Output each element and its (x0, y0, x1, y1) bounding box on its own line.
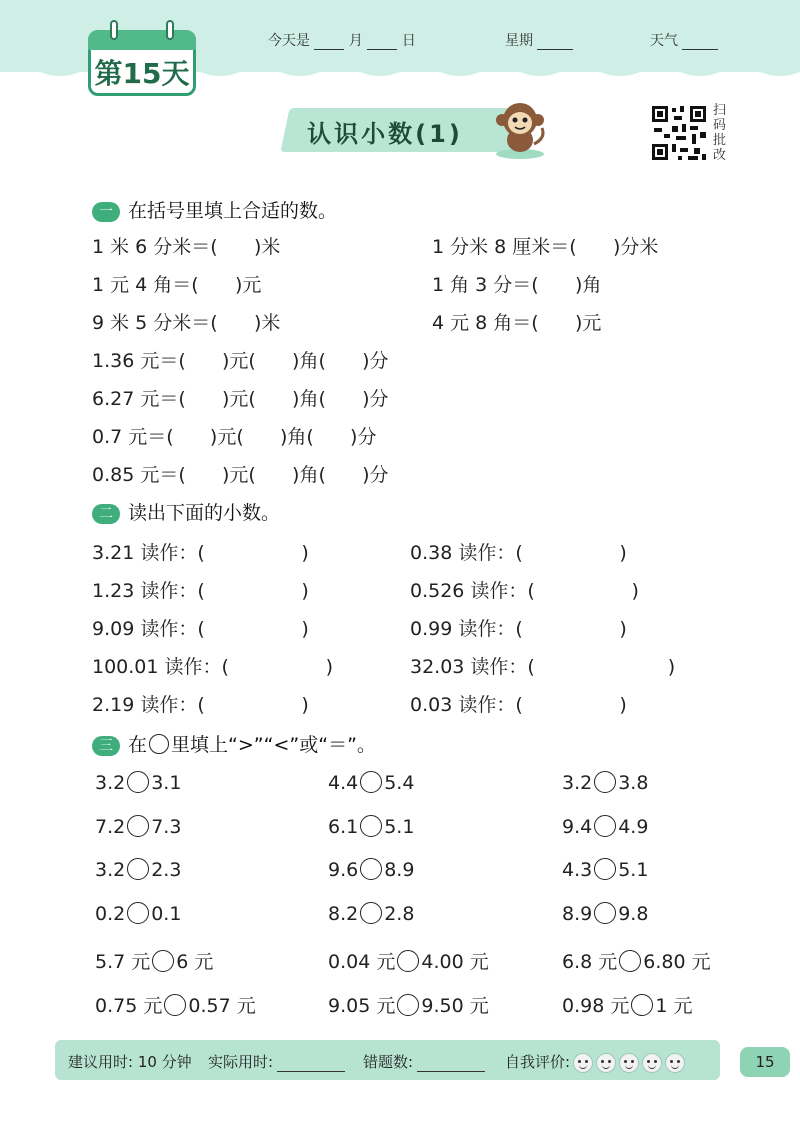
question-item[interactable]: 6.27 元＝( )元( )角( )分 (92, 388, 389, 410)
month-label: 月 (348, 33, 363, 49)
error-count-blank[interactable] (417, 1057, 485, 1072)
weekday-field (505, 30, 573, 50)
question-item[interactable]: 2.19 读作：( ) (92, 694, 309, 716)
answer-circle[interactable] (594, 815, 616, 837)
compare-item: 9.05 元 9.50 元 (328, 995, 489, 1017)
day-blank[interactable] (367, 35, 397, 50)
question-item[interactable]: 9.09 读作：( ) (92, 618, 309, 640)
today-label: 今天是 (268, 33, 310, 49)
answer-circle[interactable] (360, 902, 382, 924)
compare-item: 5.7 元 6 元 (95, 951, 214, 973)
question-item[interactable]: 0.38 读作：( ) (410, 542, 627, 564)
section-1-badge: 一 (92, 202, 120, 222)
answer-circle[interactable] (152, 950, 174, 972)
page-number: 15 (740, 1047, 790, 1077)
answer-circle[interactable] (594, 902, 616, 924)
compare-item: 8.9 9.8 (562, 903, 649, 925)
weather-label: 天气 (650, 33, 678, 49)
face-icon[interactable] (596, 1053, 616, 1073)
monkey-mascot-icon (490, 98, 550, 160)
answer-circle[interactable] (127, 858, 149, 880)
question-item[interactable]: 32.03 读作：( ) (410, 656, 676, 678)
answer-circle[interactable] (619, 950, 641, 972)
compare-item: 0.2 0.1 (95, 903, 182, 925)
actual-time-blank[interactable] (277, 1057, 345, 1072)
qr-code-icon[interactable] (650, 104, 708, 162)
face-icon[interactable] (573, 1053, 593, 1073)
question-item[interactable]: 1 角 3 分＝( )角 (432, 274, 602, 296)
suggested-time: 建议用时: 10 分钟 (68, 1053, 192, 1071)
weather-field (650, 30, 718, 50)
day-label: 第15天 (94, 57, 190, 90)
compare-item: 8.2 2.8 (328, 903, 415, 925)
section-2-title (92, 498, 280, 525)
answer-circle[interactable] (594, 771, 616, 793)
question-item[interactable]: 1 米 6 分米＝( )米 (92, 236, 281, 258)
answer-circle[interactable] (594, 858, 616, 880)
actual-time-field: 实际用时: (208, 1051, 345, 1072)
section-3-title: 三 在 里填上“>”“<”或“＝”。 (92, 730, 376, 757)
section-2-badge: 二 (92, 504, 120, 524)
date-field (268, 30, 416, 50)
question-item[interactable]: 0.7 元＝( )元( )角( )分 (92, 426, 377, 448)
compare-item: 3.2 2.3 (95, 859, 182, 881)
answer-circle[interactable] (360, 858, 382, 880)
question-item[interactable]: 0.85 元＝( )元( )角( )分 (92, 464, 389, 486)
compare-item: 0.75 元 0.57 元 (95, 995, 256, 1017)
answer-circle[interactable] (127, 771, 149, 793)
day-label-text: 日 (401, 33, 416, 49)
compare-item: 3.2 3.1 (95, 772, 182, 794)
question-item[interactable]: 1 分米 8 厘米＝( )分米 (432, 236, 659, 258)
title-banner (285, 108, 525, 152)
question-item[interactable]: 1 元 4 角＝( )元 (92, 274, 262, 296)
compare-item: 7.2 7.3 (95, 816, 182, 838)
weather-blank[interactable] (682, 35, 718, 50)
question-item[interactable]: 0.99 读作：( ) (410, 618, 627, 640)
compare-item: 9.6 8.9 (328, 859, 415, 881)
question-item[interactable]: 100.01 读作：( ) (92, 656, 333, 678)
compare-item: 6.1 5.1 (328, 816, 415, 838)
section-2-title-text: 读出下面的小数。 (128, 502, 281, 524)
day-calendar-badge (88, 20, 198, 98)
compare-item: 4.4 5.4 (328, 772, 415, 794)
compare-item: 0.04 元 4.00 元 (328, 951, 489, 973)
question-item[interactable]: 3.21 读作：( ) (92, 542, 309, 564)
face-icon[interactable] (619, 1053, 639, 1073)
answer-circle[interactable] (397, 950, 419, 972)
answer-circle[interactable] (631, 994, 653, 1016)
self-evaluation: 自我评价: (505, 1051, 685, 1073)
month-blank[interactable] (314, 35, 344, 50)
weekday-blank[interactable] (537, 35, 573, 50)
face-icon[interactable] (642, 1053, 662, 1073)
scan-to-grade-label: 扫 码 批 改 (713, 103, 727, 163)
compare-item: 3.2 3.8 (562, 772, 649, 794)
page-title: 认识小数(1) (307, 120, 463, 148)
question-item[interactable]: 1.23 读作：( ) (92, 580, 309, 602)
face-icon[interactable] (665, 1053, 685, 1073)
compare-circle-icon (149, 734, 169, 754)
compare-item: 4.3 5.1 (562, 859, 649, 881)
compare-item: 9.4 4.9 (562, 816, 649, 838)
section-1-title (92, 196, 337, 223)
answer-circle[interactable] (127, 902, 149, 924)
question-item[interactable]: 1.36 元＝( )元( )角( )分 (92, 350, 389, 372)
section-1-title-text: 在括号里填上合适的数。 (128, 200, 338, 222)
answer-circle[interactable] (360, 771, 382, 793)
answer-circle[interactable] (127, 815, 149, 837)
error-count-field: 错题数: (363, 1051, 485, 1072)
compare-item: 6.8 元 6.80 元 (562, 951, 711, 973)
answer-circle[interactable] (360, 815, 382, 837)
weekday-label: 星期 (505, 33, 533, 49)
section-3-badge: 三 (92, 736, 120, 756)
question-item[interactable]: 0.03 读作：( ) (410, 694, 627, 716)
answer-circle[interactable] (164, 994, 186, 1016)
answer-circle[interactable] (397, 994, 419, 1016)
question-item[interactable]: 9 米 5 分米＝( )米 (92, 312, 281, 334)
question-item[interactable]: 0.526 读作：( ) (410, 580, 639, 602)
compare-item: 0.98 元 1 元 (562, 995, 693, 1017)
question-item[interactable]: 4 元 8 角＝( )元 (432, 312, 602, 334)
